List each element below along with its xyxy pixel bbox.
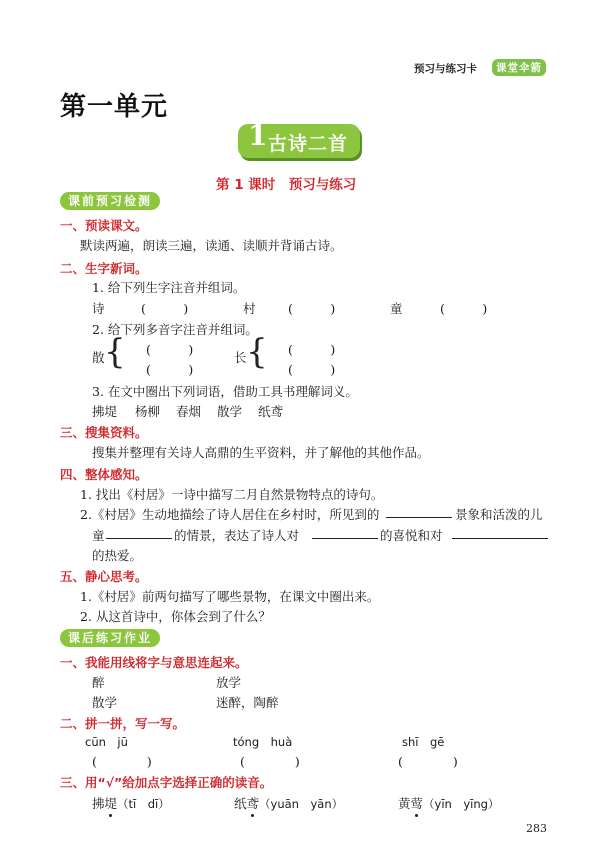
pinyin-prompt: cūn jū — [85, 735, 128, 749]
instruction-text: 搜集并整理有关诗人高鼎的生平资料，并了解他的其他作品。 — [92, 445, 430, 460]
brace-icon: { — [104, 332, 126, 372]
question-text: 1. 给下列生字注音并组词。 — [92, 280, 246, 295]
question-text: 1.《村居》前两句描写了哪些景物，在课文中圈出来。 — [80, 589, 380, 604]
word-char: 拂 — [92, 796, 105, 811]
polyphone-character: 长 — [234, 350, 247, 365]
answer-line[interactable] — [386, 505, 452, 518]
answer-blank[interactable]: ( ) — [146, 342, 194, 357]
section-title: 三、用“√”给加点字选择正确的读音。 — [60, 775, 273, 790]
pinyin-options[interactable]: （yīn yīng） — [423, 797, 500, 811]
pinyin-options[interactable]: （tī dī） — [117, 797, 170, 811]
pinyin-prompt: tóng huà — [233, 735, 293, 749]
brand-badge: 课堂伞箭 — [492, 59, 546, 76]
vocab-word: 春烟 — [176, 404, 202, 419]
question-text: 景象和活泼的儿 — [455, 507, 543, 522]
answer-blank[interactable]: ( ) — [240, 754, 300, 769]
match-right-item[interactable]: 放学 — [216, 675, 242, 690]
brace-icon: { — [246, 332, 268, 372]
answer-blank[interactable]: ( ) — [288, 301, 336, 316]
pronunciation-item — [234, 794, 343, 812]
section-banner-practice: 课后练习作业 — [60, 629, 160, 647]
word-char: 黄 — [398, 796, 411, 811]
vocab-word: 散学 — [217, 404, 243, 419]
question-text: 2.《村居》生动地描绘了诗人居住在乡村时，所见到的 — [80, 507, 380, 522]
pinyin-prompt: shī gē — [402, 735, 445, 749]
vocab-word: 纸鸢 — [258, 404, 284, 419]
instruction-text: 默读两遍，朗读三遍，读通、读顺并背诵古诗。 — [80, 238, 343, 253]
character: 诗 — [92, 301, 105, 316]
match-left-item[interactable]: 散学 — [92, 695, 118, 710]
question-text: 的喜悦和对 — [380, 528, 443, 543]
lesson-title: 古诗二首 — [268, 133, 349, 155]
unit-title: 第一单元 — [60, 92, 169, 122]
pronunciation-item — [92, 794, 170, 812]
section-title: 五、静心思考。 — [60, 569, 148, 584]
header-label: 预习与练习卡 — [414, 63, 477, 75]
answer-blank[interactable]: ( ) — [440, 301, 488, 316]
dotted-char: 莺 — [410, 796, 424, 811]
section-title: 一、预读课文。 — [60, 218, 148, 233]
pronunciation-item — [398, 794, 499, 812]
dotted-char: 堤 — [104, 796, 118, 811]
lesson-subtitle: 第 1 课时 预习与练习 — [216, 177, 357, 193]
polyphone-character: 散 — [92, 350, 105, 365]
answer-blank[interactable]: ( ) — [398, 754, 458, 769]
answer-blank[interactable]: ( ) — [288, 342, 336, 357]
section-title: 二、生字新词。 — [60, 261, 148, 276]
question-text: 童 — [92, 528, 105, 543]
question-text: 的热爱。 — [92, 548, 143, 563]
answer-blank[interactable]: ( ) — [146, 362, 194, 377]
question-text: 2. 给下列多音字注音并组词。 — [92, 322, 258, 337]
pinyin-options[interactable]: （yuān yān） — [259, 797, 344, 811]
section-banner-preview: 课前预习检测 — [60, 192, 160, 210]
dotted-char: 鸢 — [246, 796, 260, 811]
question-text: 3. 在文中圈出下列词语，借助工具书理解词义。 — [92, 384, 358, 399]
section-title: 二、拼一拼，写一写。 — [60, 716, 186, 731]
answer-blank[interactable]: ( ) — [288, 362, 336, 377]
section-title: 一、我能用线将字与意思连起来。 — [60, 655, 248, 670]
question-text: 的情景，表达了诗人对 — [174, 528, 300, 543]
answer-line[interactable] — [312, 526, 378, 539]
match-left-item[interactable]: 醉 — [92, 675, 105, 690]
section-title: 四、整体感知。 — [60, 467, 148, 482]
character: 村 — [243, 301, 256, 316]
question-text: 2. 从这首诗中，你体会到了什么？ — [80, 609, 271, 624]
lesson-number: 1 — [248, 119, 268, 152]
page-number: 283 — [526, 822, 547, 835]
character: 童 — [390, 301, 403, 316]
match-right-item[interactable]: 迷醉，陶醉 — [216, 695, 279, 710]
vocab-word: 杨柳 — [135, 404, 161, 419]
vocab-word: 拂堤 — [92, 404, 118, 419]
answer-blank[interactable]: ( ) — [92, 754, 152, 769]
section-title: 三、搜集资料。 — [60, 425, 148, 440]
answer-line[interactable] — [106, 526, 172, 539]
answer-blank[interactable]: ( ) — [141, 301, 189, 316]
answer-line[interactable] — [452, 526, 548, 539]
word-char: 纸 — [234, 796, 247, 811]
question-text: 1. 找出《村居》一诗中描写二月自然景物特点的诗句。 — [80, 487, 384, 502]
